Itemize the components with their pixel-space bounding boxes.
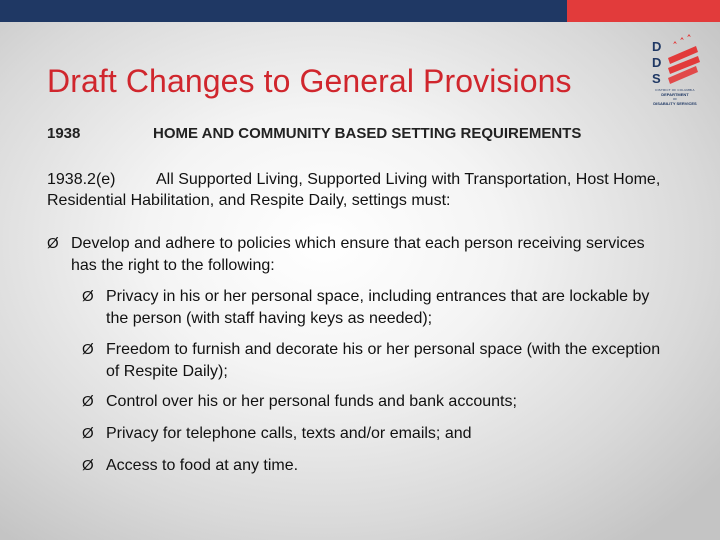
dds-logo [640,34,710,104]
paragraph-text: All Supported Living, Supported Living with Transportation, Host Home, Residential Habilitation, and Respite Daily, settings must: [47,171,661,209]
logo-letter-d2: D [652,55,662,70]
slide-title: Draft Changes to General Provisions [47,63,572,99]
sub-bullet-text: Privacy for telephone calls, texts and/or emails; and [106,425,472,442]
sub-bullet-item [82,423,672,445]
arrow-bullet-icon: Ø [82,425,94,442]
dc-flag-stars-icon [640,34,710,90]
paragraph [47,169,677,211]
arrow-bullet-icon: Ø [47,235,59,252]
sub-bullet-text: Control over his or her personal funds and bank accounts; [106,393,517,410]
sub-bullet-text: Access to food at any time. [106,457,299,474]
logo-letter-s: S [652,71,661,86]
bullet-item [47,233,667,277]
arrow-bullet-icon: Ø [82,341,94,358]
logo-disability-text: DISABILITY SERVICES [653,101,697,106]
sub-bullet-item [82,286,672,330]
arrow-bullet-icon: Ø [82,393,94,410]
sub-bullet-text: Freedom to furnish and decorate his or her personal space (with the exception of Respite Daily); [106,341,661,380]
sub-bullet-item [82,339,672,383]
logo-letter-d1: D [652,39,662,54]
sub-bullet-text: Privacy in his or her personal space, including entrances that are lockable by the person (with staff having keys as needed); [106,288,650,327]
sub-bullet-item [82,455,672,477]
bullet-text: Develop and adhere to policies which ensure that each person receiving services has the right to the following: [71,235,645,274]
arrow-bullet-icon: Ø [82,457,94,474]
logo-department-text: DEPARTMENT [661,92,689,97]
arrow-bullet-icon: Ø [82,288,94,305]
logo-district-text: DISTRICT OF COLUMBIA [655,88,695,92]
sub-bullet-item [82,391,672,413]
paragraph-reference: 1938.2(e) [47,171,116,188]
top-banner-accent [567,0,720,22]
section-number: 1938 [47,125,81,142]
section-title: HOME AND COMMUNITY BASED SETTING REQUIREMENTS [153,125,582,142]
logo-of-text: OF [672,97,678,101]
